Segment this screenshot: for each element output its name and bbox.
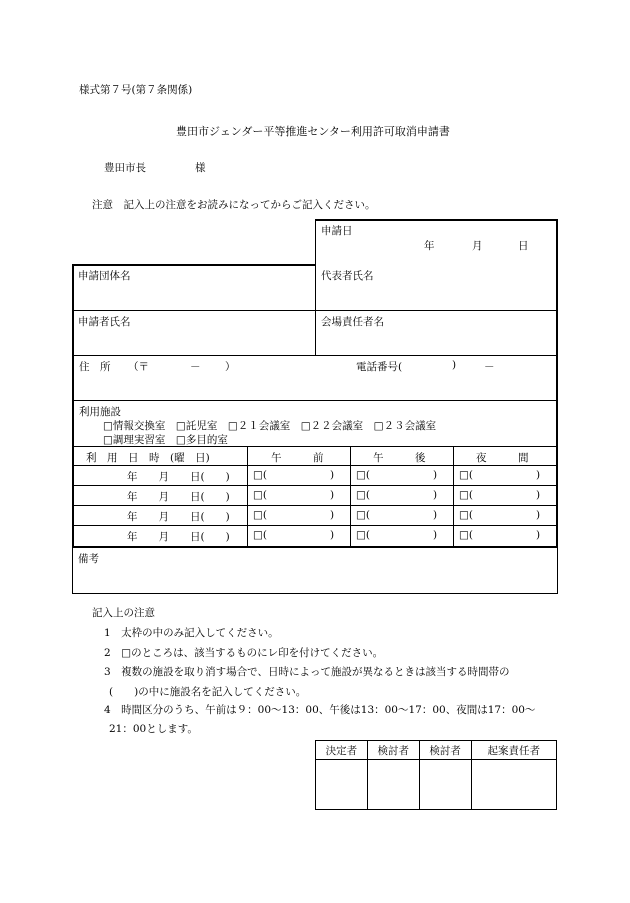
form-number: 様式第７号(第７条関係): [79, 84, 193, 96]
venue-manager-field[interactable]: [400, 328, 550, 352]
schedule-pm-checkbox[interactable]: □(: [356, 489, 371, 501]
schedule-pm-checkbox[interactable]: □(: [356, 529, 371, 541]
approval-stamp-box[interactable]: [419, 760, 471, 810]
schedule-header-datetime: 利 用 日 時 (曜 日): [86, 452, 210, 464]
schedule-header-pm: 午 後: [373, 452, 426, 464]
schedule-pm-checkbox[interactable]: □(: [356, 469, 371, 481]
page-title: 豊田市ジェンダー平等推進センター利用許可取消申請書: [176, 125, 450, 138]
schedule-night-checkbox[interactable]: □(: [459, 509, 474, 521]
note-line: ( )の中に施設名を記入してください。: [109, 686, 307, 698]
approval-header-decider: 決定者: [316, 741, 368, 760]
schedule-am-checkbox[interactable]: □(: [253, 469, 268, 481]
schedule-pm-close: ): [433, 509, 438, 521]
schedule-pm-close: ): [433, 529, 438, 541]
note-line: 21：00とします。: [109, 723, 198, 735]
schedule-night-close: ): [536, 469, 541, 481]
schedule-am-checkbox[interactable]: □(: [253, 489, 268, 501]
schedule-night-checkbox[interactable]: □(: [459, 469, 474, 481]
schedule-am-checkbox[interactable]: □(: [253, 529, 268, 541]
schedule-date[interactable]: 年 月 日( ): [127, 511, 230, 523]
phone-label: 電話番号(: [356, 361, 403, 373]
representative-field[interactable]: [400, 282, 550, 306]
phone-close: ): [452, 359, 457, 371]
note-line: 2 □のところは、該当するものにレ印を付けてください。: [104, 647, 384, 659]
address-field[interactable]: [79, 374, 309, 396]
approval-stamp-box[interactable]: [471, 760, 556, 810]
approval-header-reviewer: 検討者: [367, 741, 419, 760]
postal-close: ）: [225, 361, 236, 373]
org-name-field[interactable]: [150, 282, 310, 306]
postal-dash: －: [190, 361, 201, 373]
approval-stamp-table: [315, 740, 557, 810]
postal-open: （〒: [128, 361, 149, 373]
schedule-pm-close: ): [433, 489, 438, 501]
schedule-header-night: 夜 間: [476, 452, 529, 464]
application-date-label: 申請日: [321, 225, 353, 237]
schedule-pm-close: ): [433, 469, 438, 481]
schedule-date[interactable]: 年 月 日( ): [127, 471, 230, 483]
schedule-date[interactable]: 年 月 日( ): [127, 531, 230, 543]
note-line: 1 太枠の中のみ記入してください。: [104, 627, 279, 639]
representative-label: 代表者氏名: [321, 270, 374, 282]
schedule-am-checkbox[interactable]: □(: [253, 509, 268, 521]
applicant-label: 申請者氏名: [78, 316, 131, 328]
approval-stamp-box[interactable]: [367, 760, 419, 810]
schedule-night-close: ): [536, 489, 541, 501]
approval-header-drafter: 起案責任者: [471, 741, 556, 760]
date-year-label: 年: [424, 240, 435, 252]
org-name-label: 申請団体名: [78, 270, 131, 282]
note-line: 3 複数の施設を取り消す場合で、日時によって施設が異なるときは該当する時間帯の: [104, 666, 510, 678]
schedule-am-close: ): [330, 529, 335, 541]
remarks-label: 備考: [78, 553, 99, 565]
address-label: 住 所: [79, 361, 111, 373]
schedule-night-close: ): [536, 529, 541, 541]
schedule-date[interactable]: 年 月 日( ): [127, 491, 230, 503]
notice-text: 注意 記入上の注意をお読みになってからご記入ください。: [92, 199, 376, 211]
schedule-night-close: ): [536, 509, 541, 521]
notes-title: 記入上の注意: [92, 607, 155, 619]
date-day-label: 日: [518, 240, 529, 252]
schedule-night-checkbox[interactable]: □(: [459, 529, 474, 541]
schedule-am-close: ): [330, 489, 335, 501]
facilities-options-row2[interactable]: □調理実習室 □多目的室: [103, 434, 228, 446]
facilities-label: 利用施設: [79, 406, 121, 418]
addressee: 豊田市長: [104, 162, 146, 174]
facilities-options-row1[interactable]: □情報交換室 □託児室 □２１会議室 □２２会議室 □２３会議室: [103, 420, 437, 432]
schedule-night-checkbox[interactable]: □(: [459, 489, 474, 501]
approval-stamp-box[interactable]: [316, 760, 368, 810]
addressee-honorific: 様: [195, 162, 206, 174]
remarks-field[interactable]: [80, 565, 550, 589]
schedule-am-close: ): [330, 469, 335, 481]
date-month-label: 月: [472, 240, 483, 252]
schedule-header-am: 午 前: [271, 452, 324, 464]
postal-code-field[interactable]: [150, 357, 225, 373]
schedule-pm-checkbox[interactable]: □(: [356, 509, 371, 521]
note-line: 4 時間区分のうち、午前は９：00～13：00、午後は13：00～17：00、夜間は17：00～: [104, 704, 536, 716]
applicant-field[interactable]: [150, 328, 310, 352]
phone-dash: －: [484, 361, 495, 373]
venue-manager-label: 会場責任者名: [321, 316, 384, 328]
phone-field[interactable]: [412, 357, 552, 373]
approval-header-reviewer: 検討者: [419, 741, 471, 760]
schedule-am-close: ): [330, 509, 335, 521]
